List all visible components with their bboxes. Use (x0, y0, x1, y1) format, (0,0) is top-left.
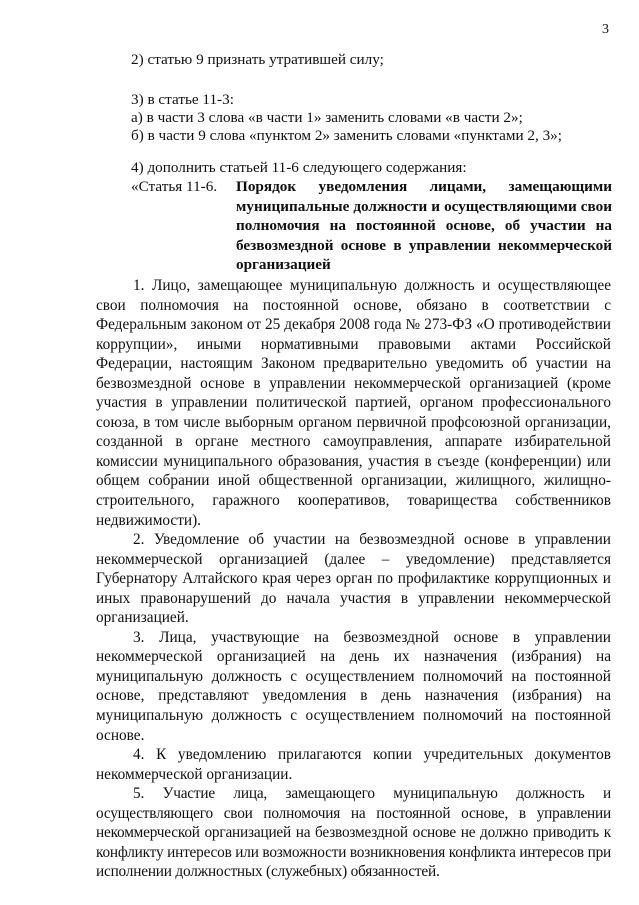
paragraph-3: 3. Лица, участвующие на безвозмездной основе в управлении некоммерческой организацией на день их назначения (избрания) на муниципальную должность с осуществлением полномочий на постоянной основе, представляют уведомления в день назначения (избрания) на муниципальную должность с осуществлением полномочий на постоянной основе. (96, 628, 611, 744)
paragraph-2: 2. Уведомление об участии на безвозмездной основе в управлении некоммерческой организацией (далее – уведомление) представляется Губернатору Алтайского края через орган по профилактике коррупционных и иных правонарушений до начала участия в управлении некоммерческой организацией. (96, 531, 611, 627)
amendment-item-3-a: а) в части 3 слова «в части 1» заменить словами «в части 2»; (131, 109, 523, 126)
paragraph-5: 5. Участие лица, замещающего муниципальную должность и осуществляющего свои полномочия на постоянной основе, в управлении некоммерческой организацией на безвозмездной основе не должно приводить к конфликту интересов или возможности возникновения конфликта интересов при исполнении должностных (служебных) обязанностей. (96, 785, 611, 881)
amendment-item-2: 2) статью 9 признать утратившей силу; (131, 51, 384, 68)
amendment-item-3-intro: 3) в статье 11-3: (131, 91, 234, 108)
article-title: Порядок уведомления лицами, замещающими муниципальные должности и осуществляющими свои полномочия на постоянной основе, об участии на безвозмездной основе в управлении некоммерческой организацией (236, 178, 612, 274)
amendment-item-3-b: б) в части 9 слова «пунктом 2» заменить словами «пунктами 2, 3»; (131, 127, 562, 144)
paragraph-4: 4. К уведомлению прилагаются копии учредительных документов некоммерческой организации. (96, 746, 611, 783)
article-body (96, 276, 611, 882)
amendment-item-4-intro: 4) дополнить статьей 11-6 следующего содержания: (131, 159, 467, 176)
page-number: 3 (602, 22, 609, 37)
paragraph-1: 1. Лицо, замещающее муниципальную должность и осуществляющее свои полномочия на постоянной основе, обязано в соответствии с Федеральным законом от 25 декабря 2008 года № 273-ФЗ «О противодействии коррупции», иными нормативными правовыми актами Российской Федерации, настоящим Законом предварительно уведомить об участии на безвозмездной основе в управлении некоммерческой организацией (кроме участия в управлении политической партией, органом профессионального союза, в том числе выборным органом первичной профсоюзной организации, созданной в органе местного самоуправления, аппарате избирательной комиссии муниципального образования, участия в съезде (конференции) или общем собрании иной общественной организации, жилищного, жилищно-строительного, гаражного кооперативов, товарищества собственников недвижимости). (96, 277, 611, 529)
article-number: «Статья 11-6. (131, 178, 218, 195)
